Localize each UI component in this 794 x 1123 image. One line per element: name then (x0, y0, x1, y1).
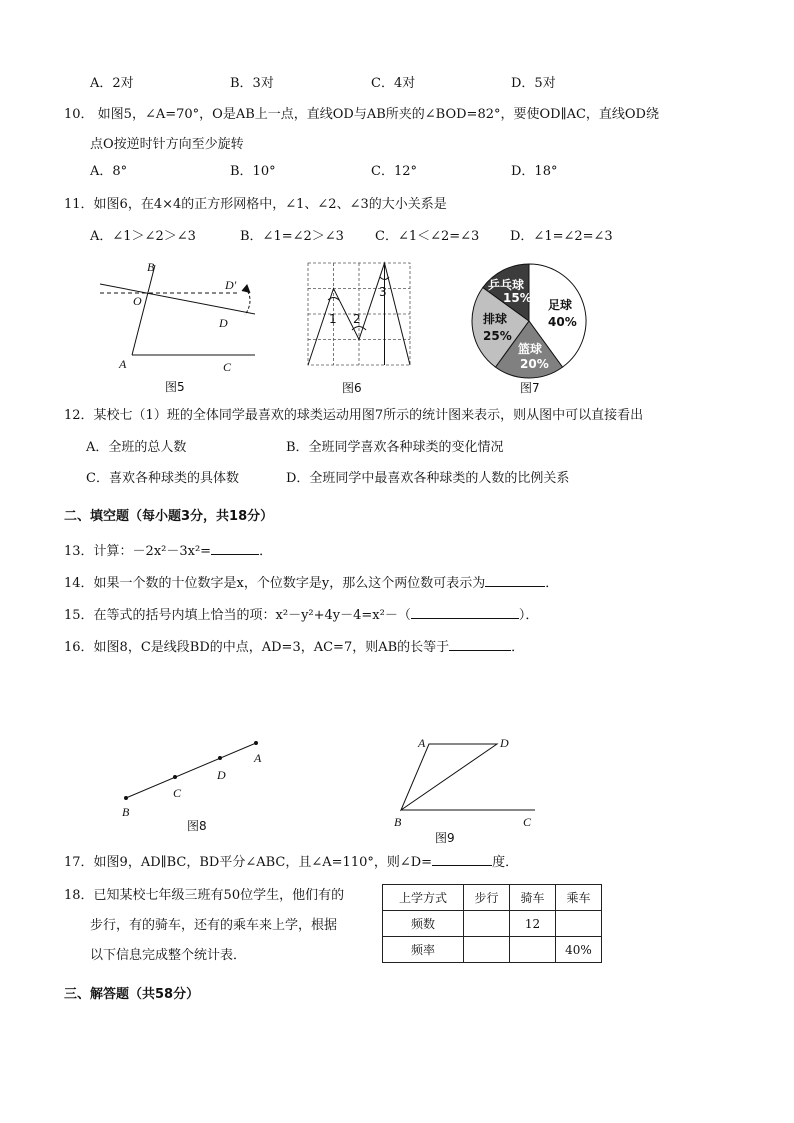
q16-answer-blank[interactable] (449, 638, 511, 651)
q12-option-c: C．喜欢各种球类的具体数 (86, 471, 239, 486)
fig5-label-o: O (133, 294, 142, 308)
fig8-label-c: C (173, 786, 182, 800)
pie-label-pingpong: 乒乓球 (488, 278, 525, 292)
table-cell-input[interactable] (464, 911, 510, 937)
pie-pct-basketball: 20% (520, 357, 549, 371)
q13: 13．计算：－2x²－3x²= ． (64, 544, 273, 559)
section-3-heading: 三、解答题（共58分） (64, 987, 200, 1002)
q18-line3: 以下信息完成整个统计表． (90, 948, 247, 963)
table-cell: 频数 (383, 911, 464, 937)
q12-option-a: A．全班的总人数 (86, 440, 187, 455)
pie-pct-volleyball: 25% (483, 329, 512, 343)
fig9-caption: 图9 (435, 831, 455, 845)
q11-option-b: B．∠1=∠2＞∠3 (240, 229, 344, 244)
figure-7-pie (470, 255, 600, 400)
fig9-label-d: D (500, 736, 509, 750)
q9-option-d: D．5对 (511, 76, 556, 91)
q12-option-d: D．全班同学中最喜欢各种球类的人数的比例关系 (286, 471, 570, 486)
fig6-caption: 图6 (342, 381, 362, 395)
fig5-label-c: C (223, 360, 232, 374)
fig6-angle-3: 3 (379, 285, 387, 299)
fig6-angle-2: 2 (353, 312, 361, 326)
fig6-angle-1: 1 (329, 312, 337, 326)
fig5-caption: 图5 (165, 380, 185, 394)
table-cell: 12 (510, 911, 556, 937)
q10-option-b: B．10° (230, 164, 276, 179)
fig8-label-a: A (254, 751, 262, 765)
table-header-cell: 乘车 (556, 885, 602, 911)
fig7-caption: 图7 (520, 381, 540, 395)
fig5-label-d: D (219, 316, 228, 330)
pie-label-basketball: 篮球 (518, 342, 543, 356)
q12-stem: 12．某校七（1）班的全体同学最喜欢的球类运动用图7所示的统计图来表示，则从图中可以直接看出 (64, 408, 644, 423)
q11-option-c: C．∠1＜∠2=∠3 (375, 229, 480, 244)
table-cell: 40% (556, 937, 602, 963)
q17: 17．如图9，AD∥BC，BD平分∠ABC，且∠A=110°，则∠D= 度． (64, 855, 519, 870)
q12-option-b: B．全班同学喜欢各种球类的变化情况 (286, 440, 504, 455)
q14: 14．如果一个数的十位数字是x，个位数字是y，那么这个两位数可表示为 ． (64, 576, 559, 591)
q17-answer-blank[interactable] (432, 853, 492, 866)
pie-pct-pingpong: 15% (503, 291, 532, 305)
table-cell-input[interactable] (556, 911, 602, 937)
fig9-label-a: A (418, 736, 426, 750)
q16: 16．如图8，C是线段BD的中点，AD=3，AC=7，则AB的长等于 ． (64, 640, 525, 655)
fig8-caption: 图8 (187, 819, 207, 833)
q18-line1: 18．已知某校七年级三班有50位学生，他们有的 (64, 888, 345, 903)
q14-answer-blank[interactable] (485, 574, 545, 587)
fig8-label-d: D (217, 768, 226, 782)
q15: 15．在等式的括号内填上恰当的项：x²－y²+4y－4=x²－（ ）． (64, 608, 539, 623)
table-row (383, 937, 602, 963)
q9-option-b: B．3对 (230, 76, 274, 91)
table-header-row (383, 885, 602, 911)
q11-option-d: D．∠1=∠2=∠3 (510, 229, 613, 244)
figure-6 (300, 255, 420, 400)
q9-option-a: A．2对 (90, 76, 134, 91)
table-row (383, 911, 602, 937)
table-cell: 频率 (383, 937, 464, 963)
q15-answer-blank[interactable] (411, 606, 519, 619)
pie-label-volleyball: 排球 (483, 312, 508, 326)
q18-stats-table (382, 884, 602, 963)
q9-option-c: C．4对 (371, 76, 416, 91)
table-header-cell: 步行 (464, 885, 510, 911)
pie-label-football: 足球 (548, 298, 573, 312)
table-header-cell: 骑车 (510, 885, 556, 911)
figure-8 (115, 735, 280, 835)
q11-stem: 11．如图6，在4×4的正方形网格中，∠1、∠2、∠3的大小关系是 (64, 197, 447, 212)
table-cell-input[interactable] (510, 937, 556, 963)
figure-9 (385, 733, 545, 848)
table-cell-input[interactable] (464, 937, 510, 963)
q10-stem-line1: 10． 如图5，∠A=70°，O是AB上一点，直线OD与AB所夹的∠BOD=82°，要使OD∥AC，直线OD绕 (64, 107, 659, 122)
q18-line2: 步行，有的骑车，还有的乘车来上学，根据 (90, 918, 338, 933)
table-header-cell: 上学方式 (383, 885, 464, 911)
q11-option-a: A．∠1＞∠2＞∠3 (90, 229, 196, 244)
fig9-label-b: B (394, 815, 402, 829)
q10-option-c: C．12° (371, 164, 417, 179)
fig8-label-b: B (122, 805, 130, 819)
q10-option-d: D．18° (511, 164, 558, 179)
fig5-label-a: A (119, 357, 127, 371)
pie-pct-football: 40% (548, 315, 577, 329)
fig5-label-dprime: D′ (225, 278, 237, 292)
q13-answer-blank[interactable] (211, 542, 259, 555)
figure-5 (95, 255, 265, 395)
section-2-heading: 二、填空题（每小题3分，共18分） (64, 509, 274, 524)
fig9-label-c: C (523, 815, 532, 829)
fig5-label-b: B (147, 260, 155, 274)
q10-option-a: A．8° (90, 164, 128, 179)
q10-stem-line2: 点O按逆时针方向至少旋转 (90, 137, 244, 152)
